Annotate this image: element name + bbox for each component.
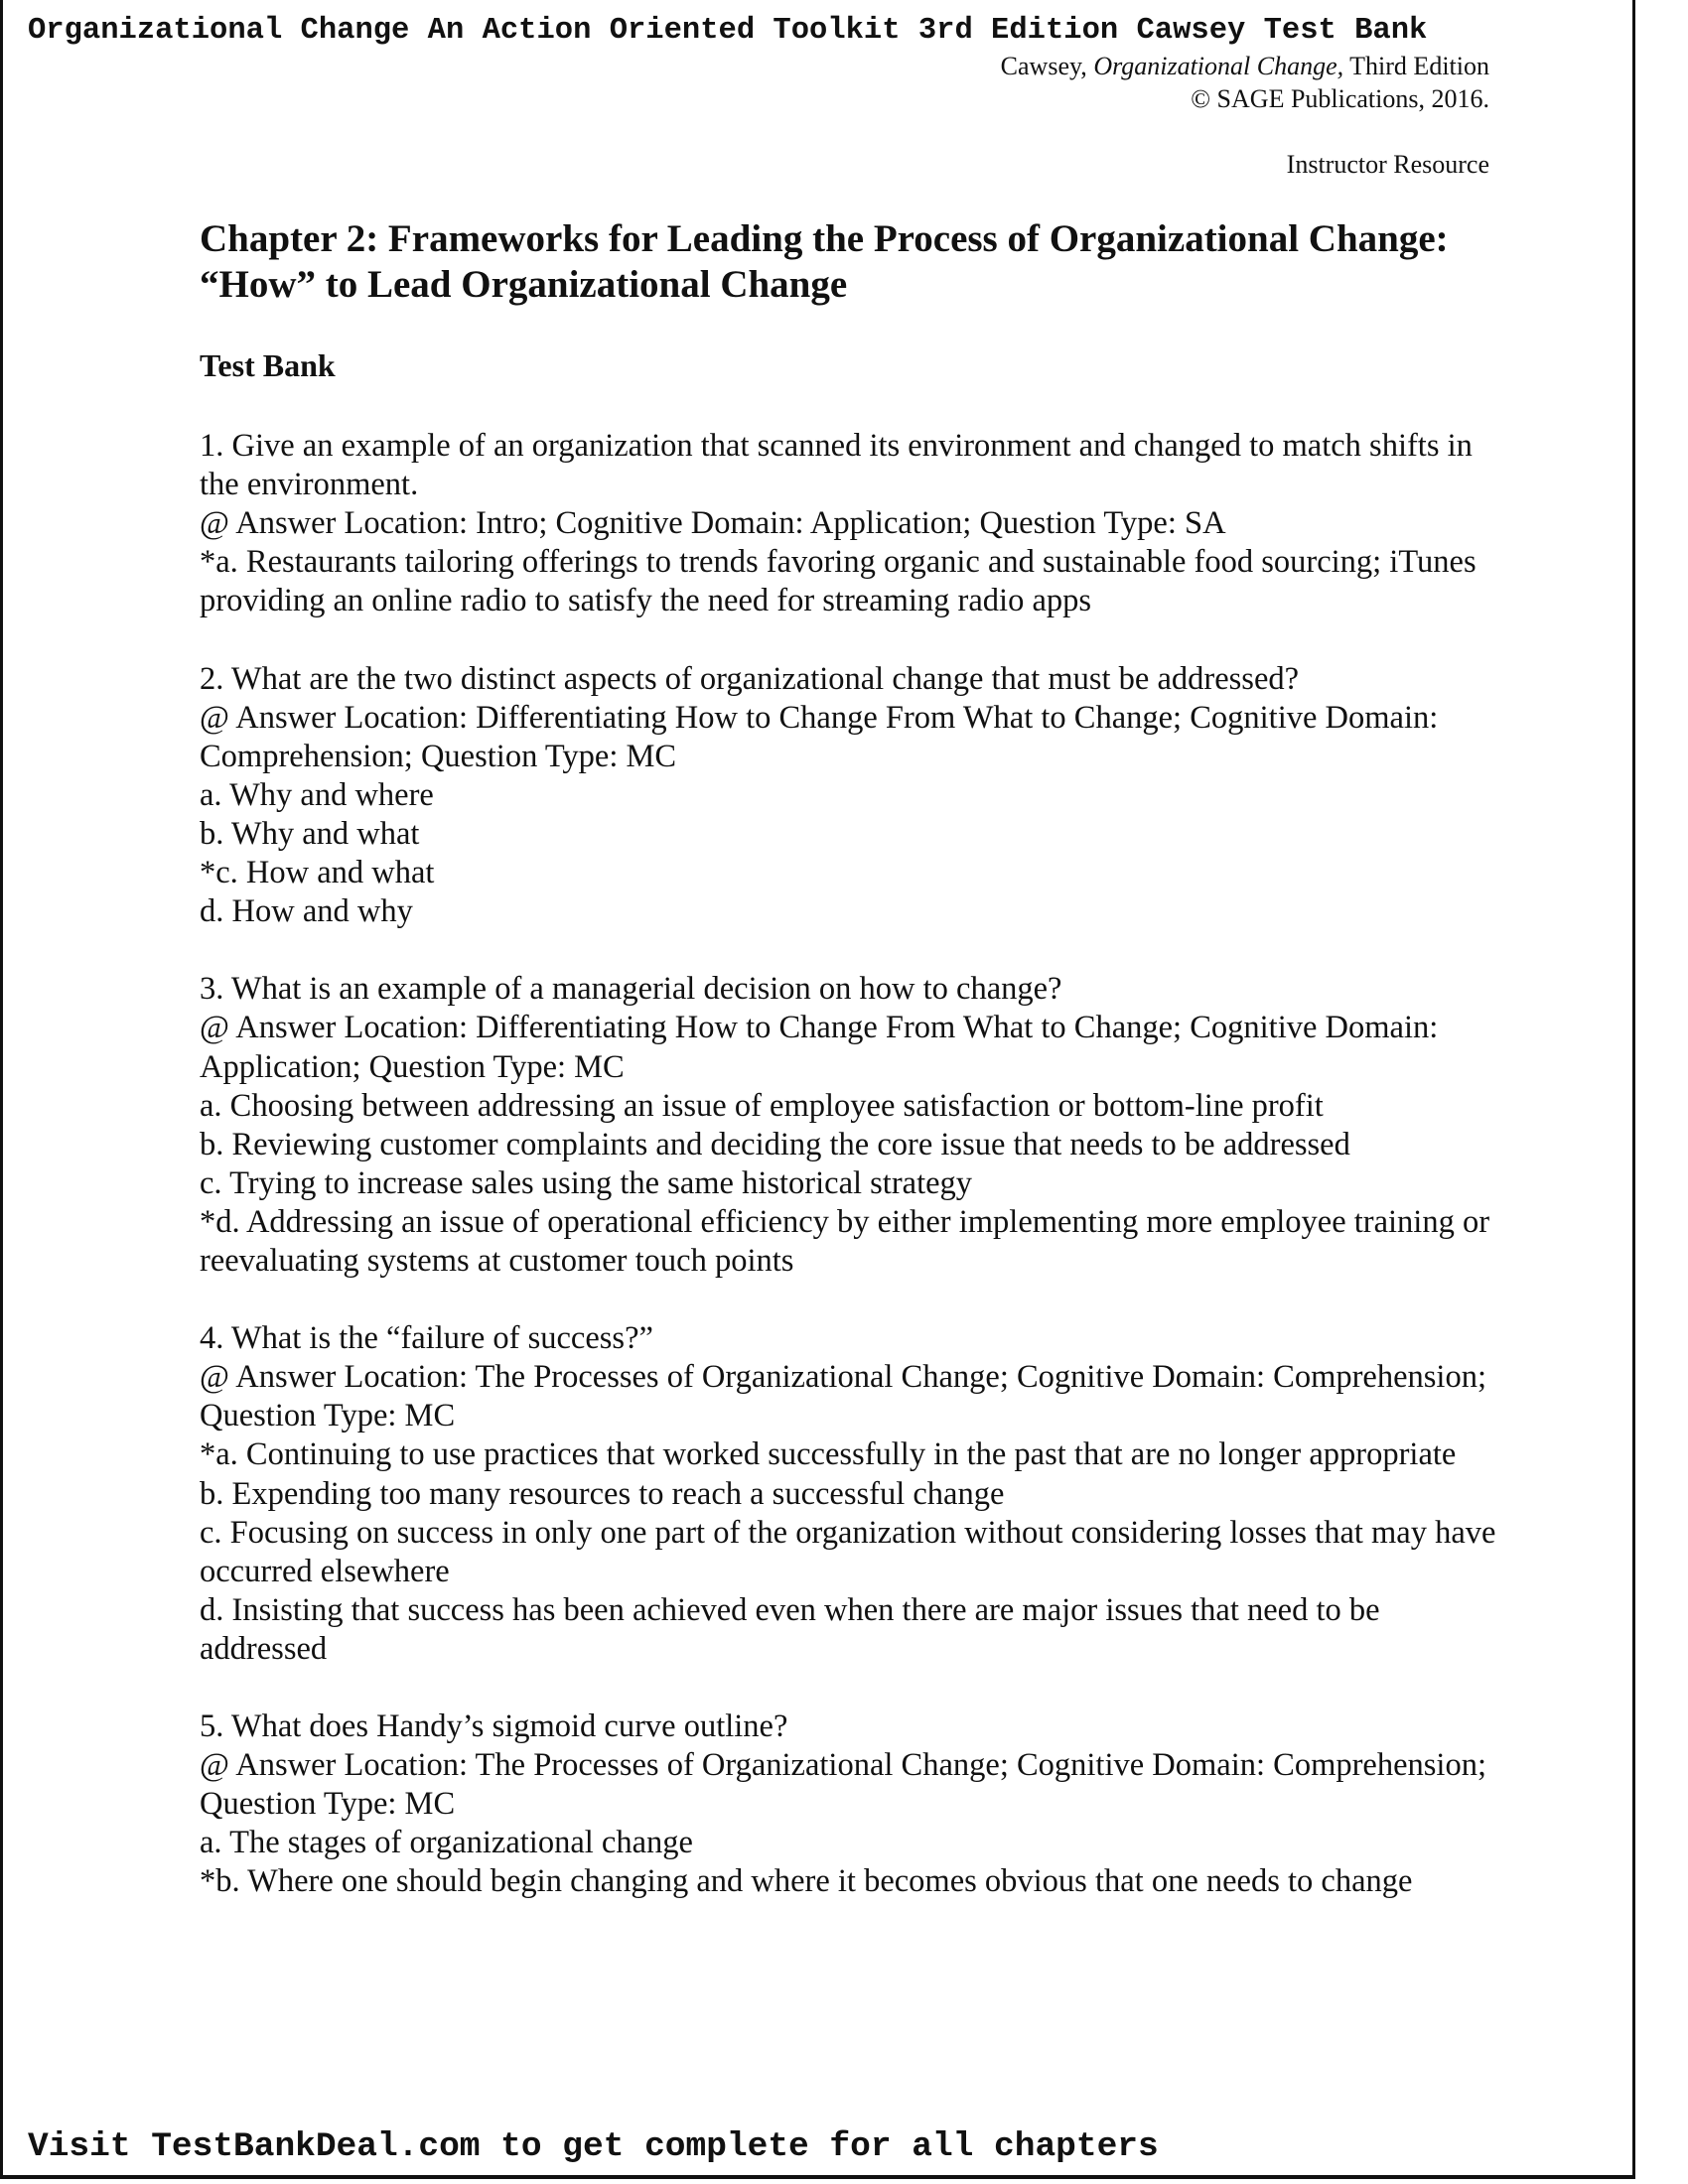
question-stem: 3. What is an example of a managerial decision on how to change? — [200, 971, 1062, 1008]
question-stem: 1. Give an example of an organization that scanned its environment and changed to match shifts in the environment. — [200, 428, 1473, 503]
author: Cawsey, — [1000, 52, 1094, 80]
question-item — [200, 1319, 1500, 1669]
section-title: Test Bank — [200, 347, 336, 383]
answer-location: @ Answer Location: Differentiating How to Change From What to Change; Cognitive Domain: Application; Question Type: MC — [200, 1010, 1439, 1085]
answer-option: b. Reviewing customer complaints and deciding the core issue that needs to be addressed — [200, 1126, 1350, 1162]
answer-option: a. Why and where — [200, 776, 434, 813]
question-item — [200, 660, 1500, 932]
question-stem: 4. What is the “failure of success?” — [200, 1320, 653, 1357]
question-stem: 2. What are the two distinct aspects of organizational change that must be addressed? — [200, 660, 1300, 697]
answer-option: c. Focusing on success in only one part of the organization without considering losses that may have occurred elsewhere — [200, 1514, 1496, 1589]
answer-option: *a. Continuing to use practices that worked successfully in the past that are no longer appropriate — [200, 1436, 1457, 1473]
book-title: Organizational Change, — [1093, 52, 1344, 80]
question-list — [200, 427, 1500, 1941]
answer-location: @ Answer Location: The Processes of Organizational Change; Cognitive Domain: Comprehension; Question Type: MC — [200, 1747, 1486, 1823]
answer-option: *b. Where one should begin changing and where it becomes obvious that one needs to change — [200, 1863, 1413, 1900]
answer-option: a. The stages of organizational change — [200, 1825, 693, 1861]
document-meta — [1001, 50, 1489, 181]
answer-location: @ Answer Location: Intro; Cognitive Domain: Application; Question Type: SA — [200, 505, 1226, 542]
question-item — [200, 1707, 1500, 1901]
answer-option: b. Expending too many resources to reach a successful change — [200, 1475, 1005, 1512]
answer-option: *d. Addressing an issue of operational efficiency by either implementing more employee training or reevaluating systems at customer touch points — [200, 1203, 1490, 1279]
answer-location: @ Answer Location: Differentiating How to Change From What to Change; Cognitive Domain: Comprehension; Question Type: MC — [200, 699, 1439, 774]
answer-option: *a. Restaurants tailoring offerings to trends favoring organic and sustainable food sourcing; iTunes providing an online radio to satisfy the need for streaming radio apps — [200, 544, 1477, 619]
resource-label: Instructor Resource — [1286, 150, 1489, 179]
edition: Third Edition — [1343, 52, 1489, 80]
bottom-banner: Visit TestBankDeal.com to get complete for all chapters — [28, 2127, 1159, 2166]
citation-line — [1001, 50, 1489, 82]
answer-option: d. Insisting that success has been achieved even when there are major issues that need to be addressed — [200, 1591, 1380, 1667]
copyright: © SAGE Publications, 2016. — [1191, 84, 1489, 113]
question-stem: 5. What does Handy’s sigmoid curve outline? — [200, 1708, 788, 1745]
top-banner: Organizational Change An Action Oriented Toolkit 3rd Edition Cawsey Test Bank — [28, 14, 1428, 48]
question-item — [200, 970, 1500, 1281]
answer-option: a. Choosing between addressing an issue of employee satisfaction or bottom-line profit — [200, 1087, 1324, 1124]
answer-option: c. Trying to increase sales using the same historical strategy — [200, 1164, 973, 1201]
chapter-title: Chapter 2: Frameworks for Leading the Process of Organizational Change: “How” to Lead Organizational Change — [200, 217, 1449, 306]
question-item — [200, 427, 1500, 620]
answer-option: *c. How and what — [200, 855, 435, 891]
answer-location: @ Answer Location: The Processes of Organizational Change; Cognitive Domain: Comprehension; Question Type: MC — [200, 1359, 1486, 1434]
answer-option: d. How and why — [200, 893, 413, 930]
answer-option: b. Why and what — [200, 815, 420, 852]
